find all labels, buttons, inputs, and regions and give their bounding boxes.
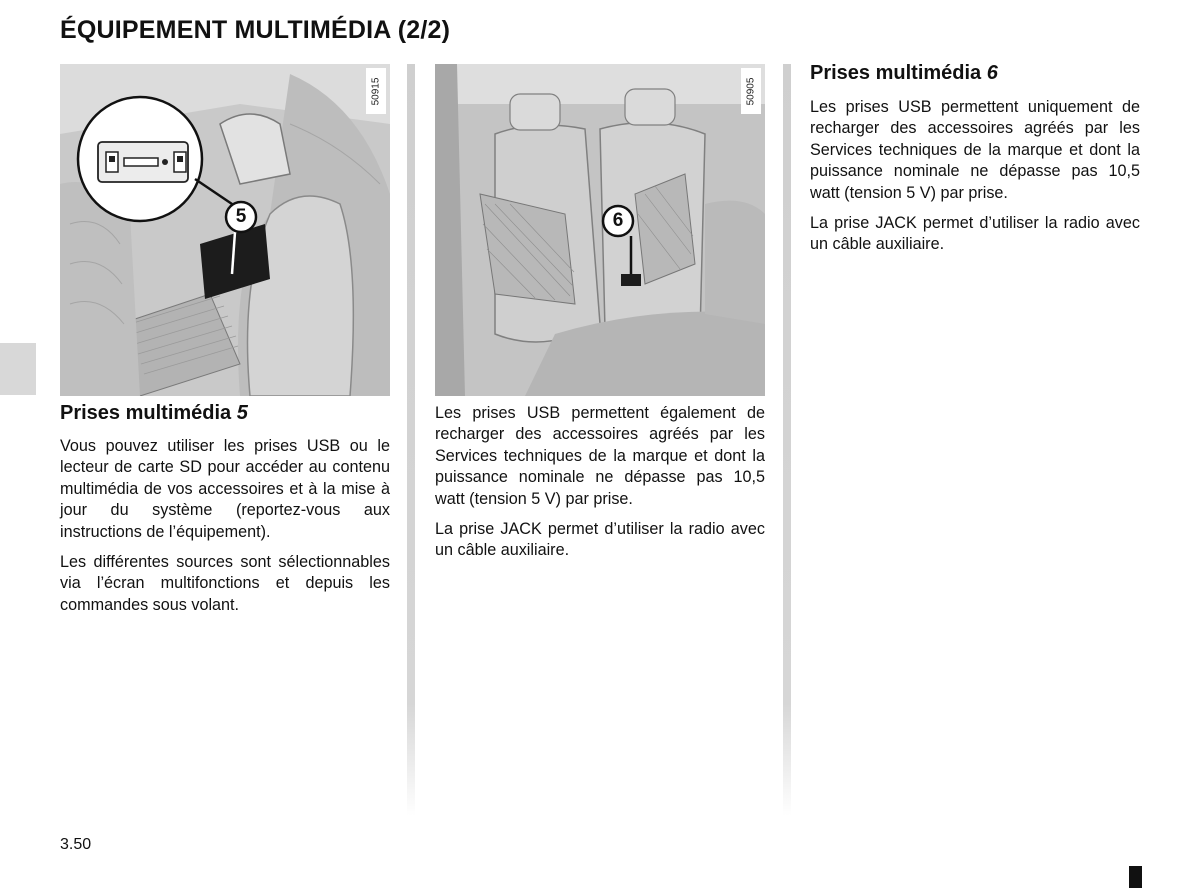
paragraph: Les prises USB permettent uniquement de recharger des accessoires agréés par les Services techniques de la marque et dont la puissance nominale ne dépasse pas 10,5 watt (tension 5 V) par prise.	[810, 98, 1140, 202]
callout-number-6: 6	[612, 210, 624, 231]
page-number: 3.50	[60, 836, 92, 853]
paragraph: La prise JACK permet d’utiliser la radio avec un câble auxiliaire.	[810, 214, 1140, 254]
paragraph: Les prises USB permettent également de recharger des accessoires agréés par les Services techniques de la marque et dont la puissance nominale ne dépasse pas 10,5 watt (tension 5 V) par prise.	[435, 404, 765, 508]
paragraph: La prise JACK permet d’utiliser la radio avec un câble auxiliaire.	[435, 520, 765, 560]
figure-reference: 50905	[741, 68, 761, 114]
column-separator	[407, 64, 415, 816]
corner-mark	[1129, 866, 1142, 888]
column-separator	[783, 64, 791, 816]
chapter-tab-marker	[0, 343, 36, 395]
figure-reference: 50915	[366, 68, 386, 114]
paragraph: Vous pouvez utiliser les prises USB ou le lecteur de carte SD pour accéder au contenu multimédia de vos accessoires et à la mise à jour du système (reportez-vous aux instructions de l’équipement).	[60, 437, 390, 541]
section-5-body	[60, 436, 390, 625]
middle-column-body	[435, 403, 765, 571]
rear-seat-usb-illustration	[435, 64, 765, 396]
section-6-body	[810, 97, 1140, 265]
console-drawing	[60, 64, 390, 396]
callout-number-5: 5	[235, 206, 247, 227]
console-usb-illustration	[60, 64, 390, 396]
page-title: ÉQUIPEMENT MULTIMÉDIA (2/2)	[60, 16, 451, 44]
rear-seat-drawing	[435, 64, 765, 396]
paragraph: Les différentes sources sont sélectionnables via l’écran multifonctions et depuis les commandes sous volant.	[60, 553, 390, 614]
section-heading-5: Prises multimédia 5	[60, 402, 248, 424]
section-heading-6: Prises multimédia 6	[810, 62, 998, 84]
